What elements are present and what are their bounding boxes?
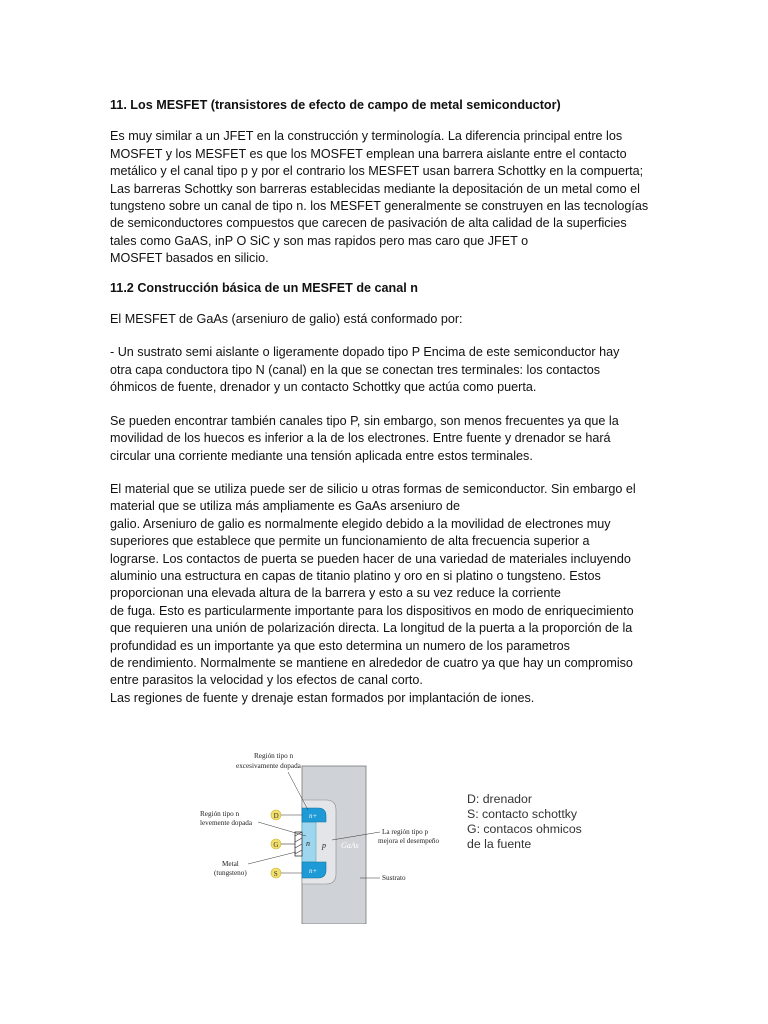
label-p-region-line2: mejora el desempeño <box>378 837 440 845</box>
legend-item: de la fuente <box>467 837 532 851</box>
text-line: que requieren una unión de polarización directa. La longitud de la puerta a la proporción de la <box>110 621 633 636</box>
text-line: Las regiones de fuente y drenaje estan formados por implantación de iones. <box>110 690 535 705</box>
text-line: superiores que establece que permite un funcionamiento de alta frecuencia superior a <box>110 534 590 549</box>
label-n-plus-region-line2: excesivamente dopada <box>236 762 301 770</box>
paragraph-sustrato <box>110 344 658 396</box>
legend-item: D: drenador <box>467 792 532 806</box>
terminal-g-label: G <box>273 841 279 849</box>
text-line: MOSFET y los MESFET es que los MOSFET emplean una barrera aislante entre el contacto <box>110 146 627 161</box>
text-line: lograrse. Los contactos de puerta se pueden hacer de una variedad de materiales incluyendo <box>110 551 631 566</box>
label-p-region-line1: La región tipo p <box>382 828 429 836</box>
text-line: entre parasitos la velocidad y los efectos de canal corto. <box>110 673 423 688</box>
label-n-light-line2: levemente dopada <box>200 819 253 827</box>
document-body <box>110 97 658 719</box>
text-line: El material que se utiliza puede ser de silicio u otras formas de semiconductor. Sin embargo el <box>110 481 636 496</box>
section-heading-mesfet: 11. Los MESFET (transistores de efecto de campo de metal semiconductor) <box>110 98 561 112</box>
region-p-label: p <box>322 841 326 850</box>
label-n-plus-region-line1: Región tipo n <box>254 752 294 760</box>
terminal-s-label: S <box>273 870 278 878</box>
text-line: tungsteno sobre un canal de tipo n. los MESFET generalmente se construyen en las tecnologías <box>110 199 649 214</box>
text-line: óhmicos de fuente, drenador y un contacto Schottky que actúa como puerta. <box>110 380 537 395</box>
region-n-plus-top-label: n+ <box>309 812 318 820</box>
text-line: de rendimiento. Normalmente se mantiene en alrededor de cuatro ya que hay un compromiso <box>110 655 633 670</box>
region-n-plus-bottom-label: n+ <box>309 867 318 875</box>
text-line: profundidad es un importante ya que esto determina un numero de los parametros <box>110 638 570 653</box>
paragraph-material <box>110 481 658 707</box>
text-line: Las barreras Schottky son barreras establecidas mediante la depositación de un metal como el <box>110 181 640 196</box>
text-line: El MESFET de GaAs (arseniuro de galio) está conformado por: <box>110 312 463 327</box>
region-n-label: n <box>306 839 310 848</box>
label-metal-line1: Metal <box>222 860 239 868</box>
text-line: proporcionan una elevada altura de la barrera y esto a su vez reduce la corriente <box>110 586 561 601</box>
diagram-legend <box>467 792 582 852</box>
text-line: Es muy similar a un JFET en la construcción y terminología. La diferencia principal entre los <box>110 129 623 144</box>
terminal-d-label: D <box>273 812 279 820</box>
text-line: otra capa conductora tipo N (canal) en la que se conectan tres terminales: los contactos <box>110 362 601 377</box>
paragraph-gaas <box>110 311 658 328</box>
text-line: movilidad de los huecos es inferior a la de los electrones. Entre fuente y drenador se hará <box>110 431 611 446</box>
text-line: circular una corriente mediante una tensión aplicada entre estos terminales. <box>110 448 533 463</box>
text-line: material que se utiliza más ampliamente es GaAs arseniuro de <box>110 499 460 514</box>
section-heading-construction: 11.2 Construcción básica de un MESFET de canal n <box>110 280 418 295</box>
text-line: MOSFET basados en silicio. <box>110 251 269 266</box>
paragraph-canales-p <box>110 413 658 465</box>
label-metal-line2: (tungsteno) <box>214 869 247 877</box>
label-n-light-line1: Región tipo n <box>200 810 240 818</box>
text-line: aluminio una estructura en capas de titanio platino y oro en si platino o tungsteno. Estos <box>110 568 601 583</box>
text-line: - Un sustrato semi aislante o ligeramente dopado tipo P Encima de este semiconductor hay <box>110 345 620 360</box>
label-sustrato: Sustrato <box>382 874 406 882</box>
text-line: de fuga. Esto es particularmente importante para los dispositivos en modo de enriquecimiento <box>110 603 634 618</box>
text-line: metálico y el canal tipo p y por el contrario los MESFET usan barrera Schottky en la compuerta; <box>110 164 644 179</box>
substrate-gaas-label: GaAs <box>341 841 359 850</box>
text-line: tales como GaAS, inP O SiC y son mas rapidos pero mas caro que JFET o <box>110 233 529 248</box>
legend-item: G: contacos ohmicos <box>467 822 582 836</box>
text-line: galio. Arseniuro de galio es normalmente elegido debido a la movilidad de electrones muy <box>110 516 611 531</box>
text-line: Se pueden encontrar también canales tipo P, sin embargo, son menos frecuentes ya que la <box>110 413 619 428</box>
text-line: de semiconductores compuestos que carecen de pasivación de alta calidad de la superficies <box>110 216 627 231</box>
paragraph-intro <box>110 128 658 267</box>
legend-item: S: contacto schottky <box>467 807 578 821</box>
